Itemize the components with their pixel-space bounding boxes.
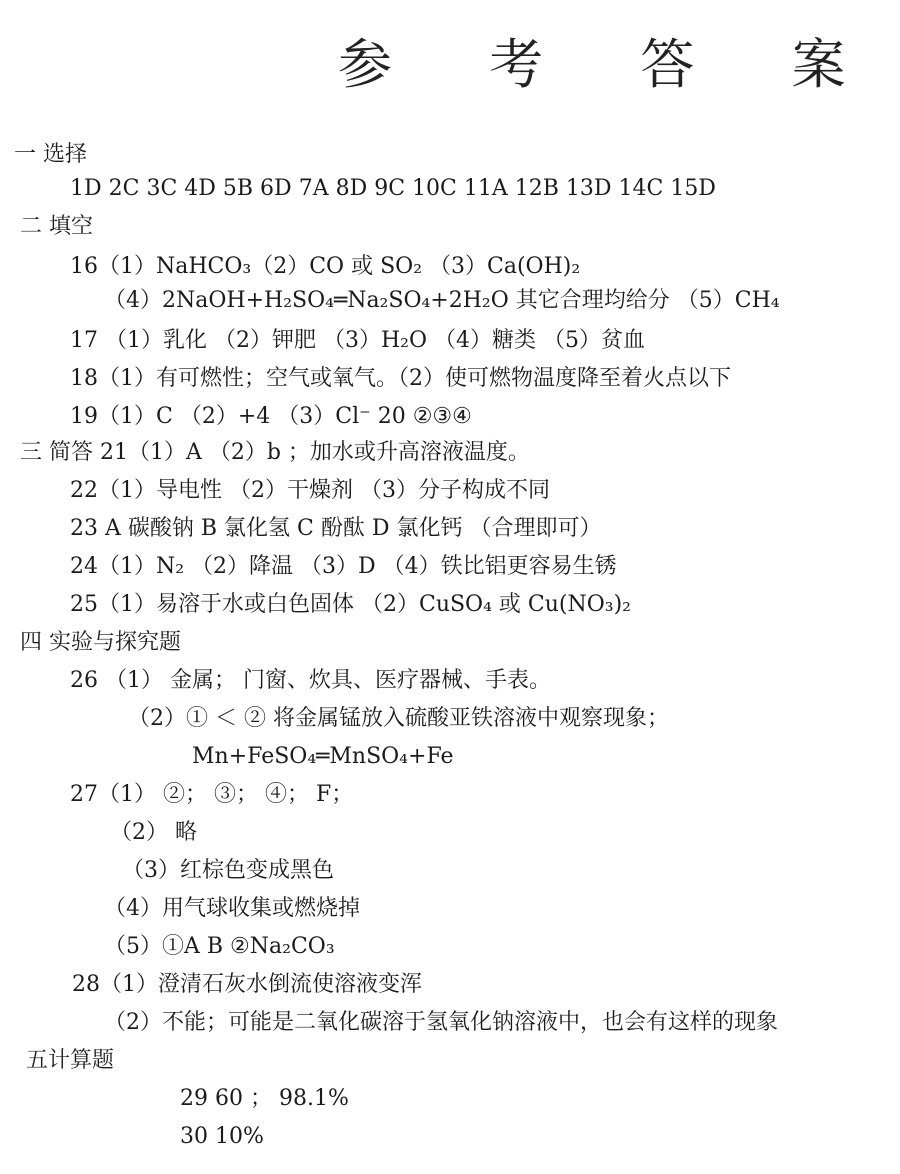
answer-line: 29 60 ； 98.1% — [180, 1086, 349, 1111]
answer-line: 18（1）有可燃性；空气或氧气。（2）使可燃物温度降至着火点以下 — [70, 366, 731, 391]
answer-line: 27（1） ②； ③； ④； F； — [70, 782, 354, 807]
answer-line: 24（1）N₂ （2）降温 （3）D （4）铁比铝更容易生锈 — [70, 554, 617, 579]
answer-line: 23 A 碳酸钠 B 氯化氢 C 酚酞 D 氯化钙 （合理即可） — [70, 516, 602, 541]
answer-line: 28（1）澄清石灰水倒流使溶液变浑 — [72, 972, 422, 997]
answer-line: （2）不能；可能是二氧化碳溶于氢氧化钠溶液中，也会有这样的现象 — [104, 1010, 778, 1035]
answer-line: 17 （1）乳化 （2）钾肥 （3）H₂O （4）糖类 （5）贫血 — [70, 328, 645, 353]
answer-line: （2） 略 — [110, 820, 197, 845]
answer-line: Mn+FeSO₄═MnSO₄+Fe — [192, 744, 454, 769]
answer-line: （4）用气球收集或燃烧掉 — [104, 896, 360, 921]
answer-line: （5）①A B ②Na₂CO₃ — [104, 934, 335, 959]
section-heading-fill: 二 填空 — [20, 214, 93, 239]
answer-line: （3）红棕色变成黑色 — [122, 858, 334, 883]
section-heading-calculation: 五计算题 — [26, 1048, 115, 1073]
answer-line: （4）2NaOH+H₂SO₄═Na₂SO₄+2H₂O 其它合理均给分 （5）CH₄ — [104, 288, 780, 313]
section-heading-choice: 一 选择 — [14, 142, 87, 167]
answer-line: 1D 2C 3C 4D 5B 6D 7A 8D 9C 10C 11A 12B 13D 14C 15D — [70, 176, 716, 201]
section-heading-short-answer: 三 简答 21（1）A （2）b ；加水或升高溶液温度。 — [20, 440, 530, 465]
section-heading-experiment: 四 实验与探究题 — [20, 630, 181, 655]
answer-line: 26 （1） 金属； 门窗、炊具、医疗器械、手表。 — [70, 668, 551, 693]
answer-line: 30 10% — [180, 1124, 264, 1149]
answer-line: 25（1）易溶于水或白色固体 （2）CuSO₄ 或 Cu(NO₃)₂ — [70, 592, 631, 617]
page-title: 参 考 答 案 — [338, 33, 886, 96]
answer-line: 16（1）NaHCO₃（2）CO 或 SO₂ （3）Ca(OH)₂ — [70, 254, 581, 279]
answer-line: （2）① ＜ ② 将金属锰放入硫酸亚铁溶液中观察现象； — [128, 706, 669, 731]
answer-line: 22（1）导电性 （2）干燥剂 （3）分子构成不同 — [70, 478, 550, 503]
answer-line: 19（1）C （2）+4 （3）Cl⁻ 20 ②③④ — [70, 404, 472, 429]
